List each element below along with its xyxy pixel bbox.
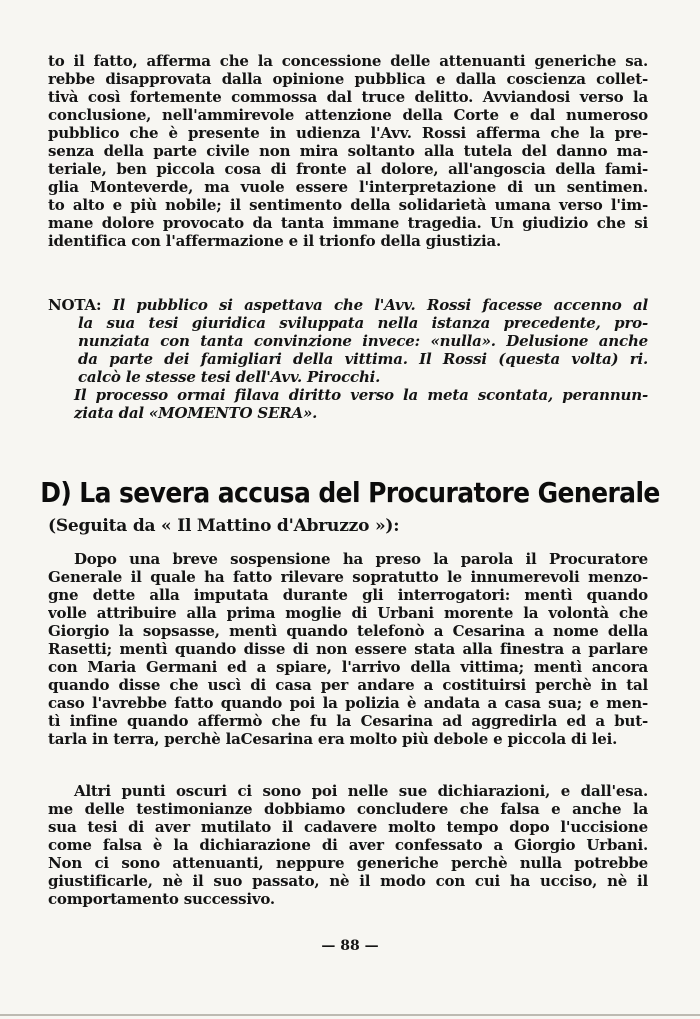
source-line: (Seguita da « Il Mattino d'Abruzzo »):: [48, 516, 400, 536]
text-line: senza della parte civile non mira soltanto alla tutela del danno ma-: [48, 142, 648, 160]
note-first-text: Il pubblico si aspettava che l'Avv. Rossi facesse accenno al: [101, 296, 648, 314]
text-line: mane dolore provocato da tanta immane tragedia. Un giudizio che si: [48, 214, 648, 232]
text-line: tivà così fortemente commossa dal truce delitto. Avviandosi verso la: [48, 88, 648, 106]
page-edge-divider: [0, 1014, 700, 1016]
text-line: Rasetti; mentì quando disse di non essere stata alla finestra a parlare: [48, 640, 648, 658]
text-line: caso l'avrebbe fatto quando poi la polizia è andata a casa sua; e men-: [48, 694, 648, 712]
text-line: Giorgio la sopsasse, mentì quando telefonò a Cesarina a nome della: [48, 622, 648, 640]
text-line: Altri punti oscuri ci sono poi nelle sue dichiarazioni, e dall'esa.: [74, 782, 648, 800]
text-line: me delle testimonianze dobbiamo concludere che falsa e anche la: [48, 800, 648, 818]
note-line: ziata dal «MOMENTO SERA».: [74, 404, 318, 422]
text-line: gne dette alla imputata durante gli interrogatori: mentì quando: [48, 586, 648, 604]
paragraph-main: [48, 550, 648, 748]
text-line: Non ci sono attenuanti, neppure generiche perchè nulla potrebbe: [48, 854, 648, 872]
note-line: Il processo ormai filava diritto verso la meta scontata, perannun-: [74, 386, 648, 404]
text-line: pubblico che è presente in udienza l'Avv. Rossi afferma che la pre-: [48, 124, 648, 142]
paragraph-top: [48, 52, 648, 250]
text-line: Dopo una breve sospensione ha preso la parola il Procuratore: [74, 550, 648, 568]
note-line: da parte dei famigliari della vittima. Il Rossi (questa volta) ri.: [78, 350, 648, 368]
page-number: — 88 —: [321, 938, 379, 954]
text-line: volle attribuire alla prima moglie di Urbani morente la volontà che: [48, 604, 648, 622]
note-line: la sua tesi giuridica sviluppata nella istanza precedente, pro-: [78, 314, 648, 332]
text-line: tì infine quando affermò che fu la Cesarina ad aggredirla ed a but-: [48, 712, 648, 730]
text-line: come falsa è la dichiarazione di aver confessato a Giorgio Urbani.: [48, 836, 648, 854]
note-line: nunziata con tanta convinzione invece: «nulla». Delusione anche: [78, 332, 648, 350]
text-line: sua tesi di aver mutilato il cadavere molto tempo dopo l'uccisione: [48, 818, 648, 836]
text-line: rebbe disapprovata dalla opinione pubblica e dalla coscienza collet-: [48, 70, 648, 88]
note-line: calcò le stesse tesi dell'Avv. Pirocchi.: [78, 368, 381, 386]
text-line: quando disse che uscì di casa per andare a costituirsi perchè in tal: [48, 676, 648, 694]
note-first-line: [48, 296, 648, 314]
text-line: glia Monteverde, ma vuole essere l'interpretazione di un sentimen.: [48, 178, 648, 196]
text-line: comportamento successivo.: [48, 890, 275, 908]
text-line: to il fatto, afferma che la concessione delle attenuanti generiche sa.: [48, 52, 648, 70]
text-line: tarla in terra, perchè laCesarina era molto più debole e piccola di lei.: [48, 730, 618, 748]
section-heading: D) La severa accusa del Procuratore Generale: [40, 476, 660, 509]
text-line: to alto e più nobile; il sentimento della solidarietà umana verso l'im-: [48, 196, 648, 214]
note-block: [48, 296, 648, 422]
text-line: conclusione, nell'ammirevole attenzione della Corte e dal numeroso: [48, 106, 648, 124]
text-line: con Maria Germani ed a spiare, l'arrivo della vittima; mentì ancora: [48, 658, 648, 676]
text-line: Generale il quale ha fatto rilevare sopratutto le innumerevoli menzo-: [48, 568, 648, 586]
text-line: identifica con l'affermazione e il trionfo della giustizia.: [48, 232, 501, 250]
text-line: giustificarle, nè il suo passato, nè il modo con cui ha ucciso, nè il: [48, 872, 648, 890]
text-line: teriale, ben piccola cosa di fronte al dolore, all'angoscia della fami-: [48, 160, 648, 178]
note-label: NOTA:: [48, 296, 102, 314]
paragraph-last: [48, 782, 648, 908]
